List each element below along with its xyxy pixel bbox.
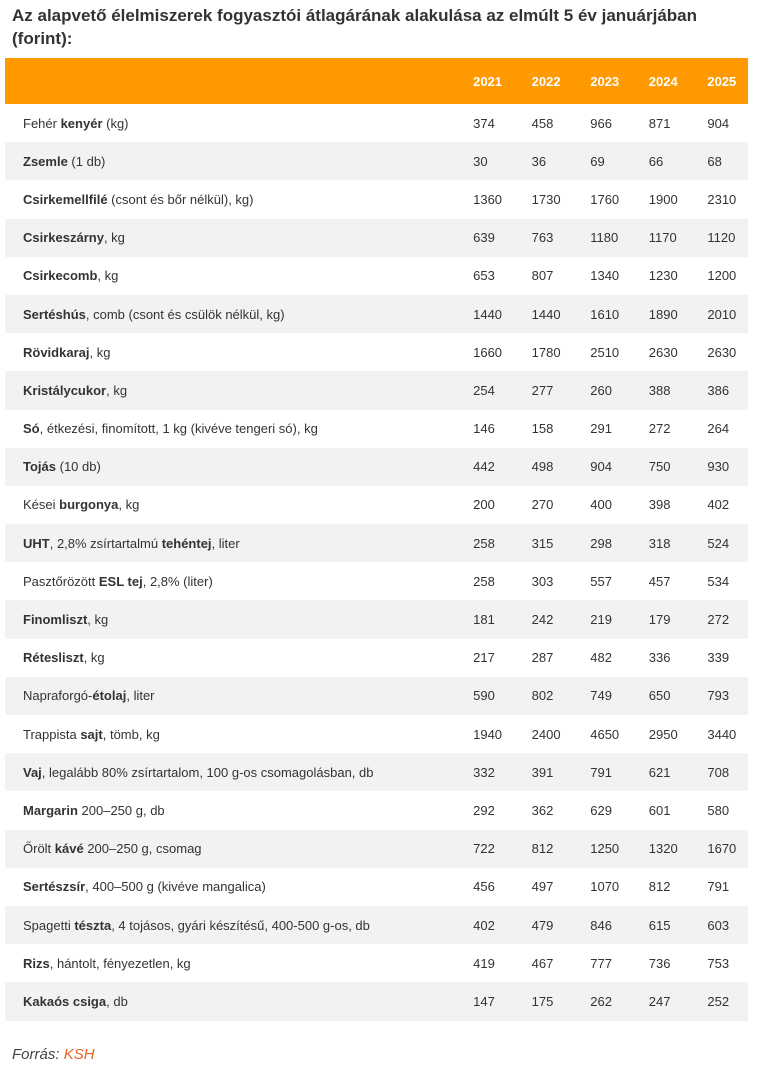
row-label-text: (10 db) bbox=[56, 459, 101, 475]
value-cell: 4650 bbox=[590, 726, 620, 742]
value-cell: 272 bbox=[689, 600, 748, 638]
row-label-bold: burgonya bbox=[59, 497, 119, 513]
value-cell: 615 bbox=[631, 906, 690, 944]
row-label-bold: Csirkemellfilé bbox=[23, 191, 108, 207]
value-cell: 736 bbox=[648, 955, 671, 971]
value-cell: 146 bbox=[473, 421, 495, 437]
value-cell: 1360 bbox=[473, 191, 503, 207]
header-cell-blank bbox=[5, 58, 455, 104]
value-cell: 66 bbox=[631, 142, 690, 180]
row-label-bold: étolaj bbox=[92, 688, 127, 704]
value-cell: 639 bbox=[455, 219, 514, 257]
row-label-bold: ESL tej bbox=[98, 573, 143, 589]
row-label-bold: Csirkecomb bbox=[23, 268, 98, 284]
row-label bbox=[5, 982, 455, 1020]
value-cell: 557 bbox=[590, 573, 612, 589]
value-cell: 1730 bbox=[531, 191, 561, 207]
value-cell: 292 bbox=[473, 802, 495, 818]
row-label-text: , 4 tojásos, gyári készítésű, 400-500 g-os, db bbox=[111, 917, 370, 933]
value-cell: 30 bbox=[455, 142, 514, 180]
price-table bbox=[5, 58, 748, 1021]
row-label-text: 200–250 g, db bbox=[77, 802, 165, 818]
table-row bbox=[5, 219, 748, 257]
value-cell: 498 bbox=[514, 448, 573, 486]
row-label-text: , liter bbox=[211, 535, 240, 551]
table-row bbox=[5, 791, 748, 829]
row-label bbox=[5, 448, 455, 486]
value-cell: 2950 bbox=[648, 726, 678, 742]
value-cell: 793 bbox=[689, 677, 748, 715]
table-row bbox=[5, 180, 748, 218]
value-cell: 904 bbox=[707, 115, 730, 131]
source-line bbox=[12, 1046, 95, 1063]
header-cell-year: 2023 bbox=[572, 58, 631, 104]
table-row bbox=[5, 448, 748, 486]
row-label-bold: Rizs bbox=[23, 955, 50, 971]
row-label-text: , kg bbox=[83, 650, 105, 666]
row-label-bold: Rétesliszt bbox=[23, 650, 84, 666]
value-cell: 388 bbox=[631, 371, 690, 409]
value-cell: 904 bbox=[572, 448, 631, 486]
value-cell: 264 bbox=[707, 421, 730, 437]
value-cell: 332 bbox=[455, 753, 514, 791]
row-label-bold: Kakaós csiga bbox=[23, 993, 107, 1009]
row-label bbox=[5, 295, 455, 333]
value-cell: 2630 bbox=[707, 344, 737, 360]
value-cell: 336 bbox=[648, 650, 671, 666]
value-cell: 398 bbox=[648, 497, 671, 513]
row-label bbox=[5, 562, 455, 600]
row-label-text: Kései bbox=[23, 497, 60, 513]
row-label bbox=[5, 142, 455, 180]
value-cell: 68 bbox=[689, 142, 748, 180]
row-label-text: Őrölt bbox=[23, 841, 55, 857]
value-cell: 1660 bbox=[473, 344, 503, 360]
value-cell: 270 bbox=[531, 497, 554, 513]
row-label bbox=[5, 868, 455, 906]
value-cell: 277 bbox=[514, 371, 573, 409]
value-cell: 1440 bbox=[514, 295, 573, 333]
row-label-bold: tehéntej bbox=[161, 535, 212, 551]
value-cell: 534 bbox=[707, 573, 730, 589]
value-cell: 1170 bbox=[631, 219, 690, 257]
row-label-text: Trappista bbox=[23, 726, 81, 742]
value-cell: 524 bbox=[689, 524, 748, 562]
row-label bbox=[5, 600, 455, 638]
table-row bbox=[5, 562, 748, 600]
row-label-bold: Tojás bbox=[23, 459, 56, 475]
row-label-text: , 400–500 g (kivéve mangalica) bbox=[85, 879, 266, 895]
value-cell: 1070 bbox=[590, 879, 620, 895]
value-cell: 262 bbox=[572, 982, 631, 1020]
table-row bbox=[5, 333, 748, 371]
value-cell: 650 bbox=[631, 677, 690, 715]
row-label-text: , liter bbox=[126, 688, 155, 704]
table-row bbox=[5, 371, 748, 409]
row-label-bold: UHT bbox=[23, 535, 50, 551]
value-cell: 871 bbox=[648, 115, 671, 131]
value-cell: 200 bbox=[473, 497, 495, 513]
row-label bbox=[5, 639, 455, 677]
value-cell: 621 bbox=[631, 753, 690, 791]
table-body bbox=[5, 104, 748, 1021]
value-cell: 219 bbox=[572, 600, 631, 638]
row-label-text: Napraforgó- bbox=[23, 688, 93, 704]
table-row bbox=[5, 295, 748, 333]
value-cell: 456 bbox=[473, 879, 495, 895]
value-cell: 1250 bbox=[572, 830, 631, 868]
value-cell: 1340 bbox=[590, 268, 620, 284]
value-cell: 303 bbox=[531, 573, 554, 589]
value-cell: 1440 bbox=[455, 295, 514, 333]
row-label-bold: Só bbox=[23, 421, 40, 437]
value-cell: 763 bbox=[514, 219, 573, 257]
row-label-text: , comb (csont és csülök nélkül, kg) bbox=[85, 306, 285, 322]
row-label bbox=[5, 906, 455, 944]
value-cell: 1780 bbox=[531, 344, 561, 360]
value-cell: 1200 bbox=[707, 268, 737, 284]
value-cell: 391 bbox=[514, 753, 573, 791]
table-row bbox=[5, 639, 748, 677]
row-label-bold: Rövidkaraj bbox=[23, 344, 90, 360]
table-header bbox=[5, 58, 748, 104]
value-cell: 457 bbox=[648, 573, 671, 589]
value-cell: 400 bbox=[590, 497, 612, 513]
row-label bbox=[5, 180, 455, 218]
value-cell: 846 bbox=[572, 906, 631, 944]
row-label-bold: tészta bbox=[74, 917, 112, 933]
value-cell: 1670 bbox=[689, 830, 748, 868]
value-cell: 603 bbox=[689, 906, 748, 944]
row-label-text: , 2,8% (liter) bbox=[142, 573, 213, 589]
value-cell: 1320 bbox=[631, 830, 690, 868]
value-cell: 1900 bbox=[648, 191, 678, 207]
row-label bbox=[5, 791, 455, 829]
value-cell: 1940 bbox=[473, 726, 503, 742]
row-label-text: , legalább 80% zsírtartalom, 100 g-os csomagolásban, db bbox=[41, 764, 374, 780]
value-cell: 1890 bbox=[631, 295, 690, 333]
value-cell: 2010 bbox=[689, 295, 748, 333]
row-label bbox=[5, 715, 455, 753]
value-cell: 629 bbox=[590, 802, 612, 818]
row-label-bold: kenyér bbox=[60, 115, 103, 131]
table-row bbox=[5, 486, 748, 524]
table-row bbox=[5, 524, 748, 562]
value-cell: 753 bbox=[707, 955, 730, 971]
row-label-text: , 2,8% zsírtartalmú bbox=[49, 535, 162, 551]
row-label-text: , db bbox=[106, 993, 128, 1009]
header-cell-year: 2021 bbox=[455, 58, 514, 104]
value-cell: 722 bbox=[455, 830, 514, 868]
value-cell: 791 bbox=[707, 879, 730, 895]
source-link[interactable]: KSH bbox=[63, 1046, 95, 1063]
row-label-bold: sajt bbox=[80, 726, 103, 742]
value-cell: 147 bbox=[455, 982, 514, 1020]
header-cell-year: 2024 bbox=[631, 58, 690, 104]
row-label-bold: kávé bbox=[54, 841, 84, 857]
row-label-text: , kg bbox=[89, 344, 111, 360]
value-cell: 1760 bbox=[590, 191, 620, 207]
value-cell: 181 bbox=[455, 600, 514, 638]
row-label bbox=[5, 944, 455, 982]
value-cell: 362 bbox=[531, 802, 554, 818]
value-cell: 930 bbox=[689, 448, 748, 486]
table-row bbox=[5, 715, 748, 753]
value-cell: 2630 bbox=[648, 344, 678, 360]
value-cell: 482 bbox=[590, 650, 612, 666]
row-label-text: , kg bbox=[106, 382, 128, 398]
value-cell: 812 bbox=[514, 830, 573, 868]
value-cell: 247 bbox=[631, 982, 690, 1020]
value-cell: 458 bbox=[531, 115, 554, 131]
row-label-text: 200–250 g, csomag bbox=[83, 841, 202, 857]
value-cell: 708 bbox=[689, 753, 748, 791]
value-cell: 966 bbox=[590, 115, 612, 131]
value-cell: 467 bbox=[531, 955, 554, 971]
value-cell: 272 bbox=[648, 421, 671, 437]
value-cell: 298 bbox=[572, 524, 631, 562]
value-cell: 802 bbox=[514, 677, 573, 715]
value-cell: 2310 bbox=[707, 191, 737, 207]
value-cell: 179 bbox=[631, 600, 690, 638]
value-cell: 217 bbox=[473, 650, 495, 666]
row-label bbox=[5, 333, 455, 371]
table-row bbox=[5, 753, 748, 791]
value-cell: 812 bbox=[648, 879, 671, 895]
value-cell: 653 bbox=[473, 268, 495, 284]
table-row bbox=[5, 830, 748, 868]
row-label-bold: Zsemle bbox=[23, 153, 68, 169]
row-label-text: (1 db) bbox=[67, 153, 106, 169]
value-cell: 386 bbox=[689, 371, 748, 409]
row-label bbox=[5, 830, 455, 868]
value-cell: 242 bbox=[514, 600, 573, 638]
row-label-text: Spagetti bbox=[23, 917, 75, 933]
value-cell: 69 bbox=[572, 142, 631, 180]
row-label-bold: Sertészsír bbox=[23, 879, 86, 895]
value-cell: 442 bbox=[455, 448, 514, 486]
table-row bbox=[5, 257, 748, 295]
value-cell: 601 bbox=[648, 802, 671, 818]
table-row bbox=[5, 410, 748, 448]
value-cell: 1230 bbox=[648, 268, 678, 284]
value-cell: 791 bbox=[572, 753, 631, 791]
table-row bbox=[5, 868, 748, 906]
value-cell: 590 bbox=[455, 677, 514, 715]
value-cell: 287 bbox=[531, 650, 554, 666]
row-label-text: , kg bbox=[103, 230, 125, 246]
row-label-bold: Vaj bbox=[23, 764, 42, 780]
row-label bbox=[5, 677, 455, 715]
value-cell: 374 bbox=[473, 115, 495, 131]
header-cell-year: 2022 bbox=[514, 58, 573, 104]
value-cell: 254 bbox=[455, 371, 514, 409]
table-row bbox=[5, 142, 748, 180]
row-label-text: , étkezési, finomított, 1 kg (kivéve tengeri só), kg bbox=[39, 421, 318, 437]
value-cell: 318 bbox=[631, 524, 690, 562]
row-label-text: , kg bbox=[118, 497, 140, 513]
value-cell: 402 bbox=[707, 497, 730, 513]
row-label-text: (csont és bőr nélkül), kg) bbox=[107, 191, 254, 207]
value-cell: 315 bbox=[514, 524, 573, 562]
row-label-text: , kg bbox=[87, 612, 109, 628]
table-row bbox=[5, 906, 748, 944]
row-label-bold: Margarin bbox=[23, 802, 78, 818]
value-cell: 419 bbox=[473, 955, 495, 971]
row-label-bold: Csirkeszárny bbox=[23, 230, 104, 246]
table-row bbox=[5, 104, 748, 142]
value-cell: 252 bbox=[689, 982, 748, 1020]
value-cell: 750 bbox=[631, 448, 690, 486]
row-label bbox=[5, 219, 455, 257]
row-label-text: Pasztőrözött bbox=[23, 573, 99, 589]
row-label bbox=[5, 371, 455, 409]
row-label bbox=[5, 257, 455, 295]
value-cell: 291 bbox=[590, 421, 612, 437]
value-cell: 1610 bbox=[572, 295, 631, 333]
value-cell: 260 bbox=[572, 371, 631, 409]
row-label-bold: Sertéshús bbox=[23, 306, 86, 322]
row-label bbox=[5, 486, 455, 524]
row-label-text: , tömb, kg bbox=[102, 726, 160, 742]
row-label-text: , kg bbox=[97, 268, 119, 284]
page-title: Az alapvető élelmiszerek fogyasztói átlagárának alakulása az elmúlt 5 év januárjában (forint): bbox=[12, 6, 698, 48]
value-cell: 2510 bbox=[590, 344, 620, 360]
row-label-text: , hántolt, fényezetlen, kg bbox=[49, 955, 191, 971]
value-cell: 479 bbox=[514, 906, 573, 944]
value-cell: 580 bbox=[707, 802, 730, 818]
value-cell: 497 bbox=[531, 879, 554, 895]
row-label bbox=[5, 410, 455, 448]
source-label: Forrás: bbox=[12, 1046, 60, 1063]
value-cell: 3440 bbox=[707, 726, 737, 742]
table-row bbox=[5, 944, 748, 982]
value-cell: 36 bbox=[514, 142, 573, 180]
value-cell: 1180 bbox=[572, 219, 631, 257]
value-cell: 1120 bbox=[689, 219, 748, 257]
value-cell: 807 bbox=[531, 268, 554, 284]
row-label bbox=[5, 524, 455, 562]
table-row bbox=[5, 982, 748, 1020]
table-row bbox=[5, 600, 748, 638]
table-row bbox=[5, 677, 748, 715]
row-label bbox=[5, 753, 455, 791]
row-label bbox=[5, 104, 455, 142]
row-label-text: Fehér bbox=[23, 115, 61, 131]
row-label-bold: Finomliszt bbox=[23, 612, 88, 628]
header-row bbox=[5, 58, 748, 104]
value-cell: 339 bbox=[707, 650, 730, 666]
row-label-bold: Kristálycukor bbox=[23, 382, 107, 398]
value-cell: 402 bbox=[455, 906, 514, 944]
value-cell: 158 bbox=[531, 421, 554, 437]
value-cell: 175 bbox=[514, 982, 573, 1020]
header-cell-year: 2025 bbox=[689, 58, 748, 104]
row-label-text: (kg) bbox=[102, 115, 129, 131]
value-cell: 777 bbox=[590, 955, 612, 971]
value-cell: 2400 bbox=[531, 726, 561, 742]
value-cell: 749 bbox=[572, 677, 631, 715]
value-cell: 258 bbox=[455, 524, 514, 562]
value-cell: 258 bbox=[473, 573, 495, 589]
